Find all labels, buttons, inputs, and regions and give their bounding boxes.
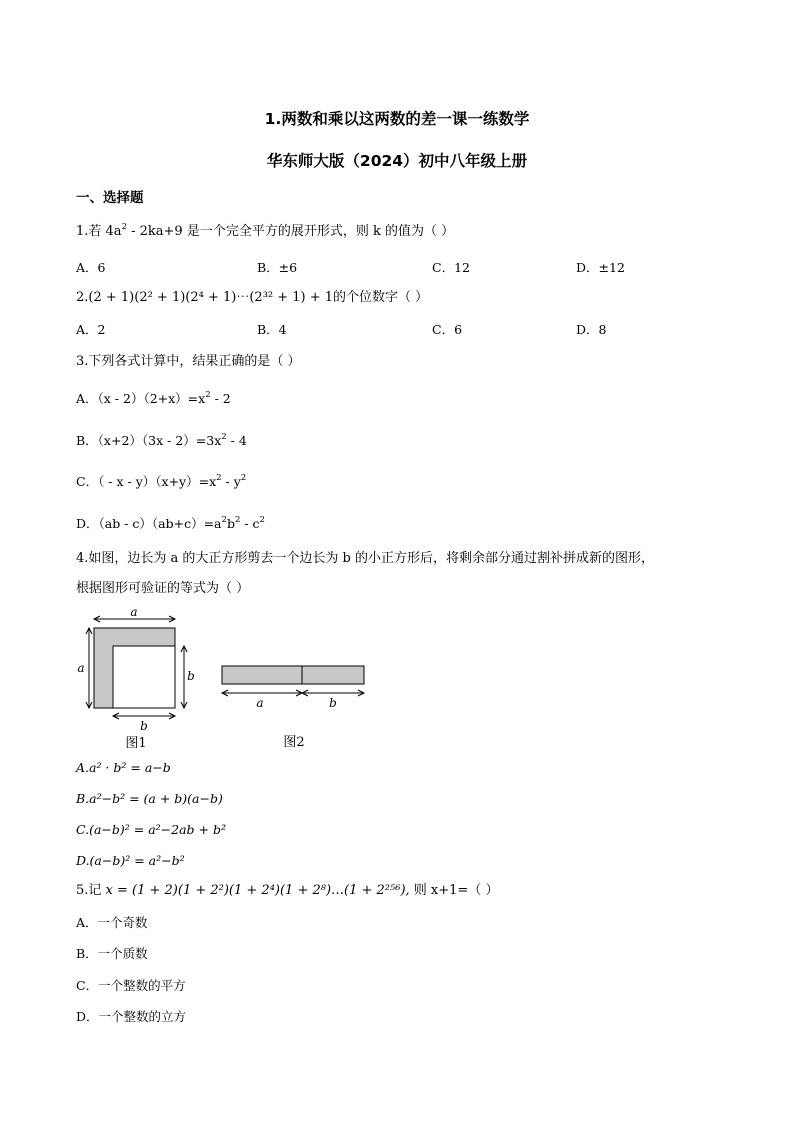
question-3-stem: 3.下列各式计算中，结果正确的是（ ）: [76, 354, 301, 369]
question-5-stem: [76, 882, 498, 900]
q3-option-a[interactable]: [76, 390, 231, 408]
q4-option-d[interactable]: [76, 852, 185, 870]
question-2-stem: 2.(2 + 1)(2² + 1)(2⁴ + 1)⋯(2³² + 1) + 1的个位数字（ ）: [76, 290, 429, 305]
label-b: b: [329, 696, 337, 710]
small-square: [113, 646, 175, 708]
q3c-part: - y: [221, 474, 241, 489]
q3c-exp: 2: [216, 473, 222, 483]
q3c-exp: 2: [240, 473, 247, 483]
q3a-part: A．（x - 2）（2+x）=x: [76, 391, 206, 406]
figure-1: [70, 600, 210, 752]
q1-option-a[interactable]: A．6: [76, 260, 106, 275]
figure-2: [215, 655, 375, 750]
q5-suffix: 则 x+1=（ ）: [409, 883, 499, 898]
q2-option-d[interactable]: D．8: [576, 322, 607, 337]
q2-option-a[interactable]: A．2: [76, 322, 106, 337]
q5-option-a[interactable]: A．一个奇数: [76, 915, 148, 930]
q3d-part: D．（ab - c）（ab+c）=a: [76, 516, 222, 531]
label-b-bottom: b: [140, 719, 148, 733]
q3-option-d[interactable]: [76, 515, 265, 533]
q4-option-b[interactable]: [76, 790, 223, 808]
q3c-part: C．（ - x - y）（x+y）=x: [76, 474, 217, 489]
question-4-stem-line1: 4.如图，边长为 a 的大正方形剪去一个边长为 b 的小正方形后，将剩余部分通过割补拼成新的图形，: [76, 551, 655, 566]
section-heading: 一、选择题: [76, 190, 144, 206]
label-a-left: a: [77, 661, 85, 675]
q5-option-b[interactable]: B．一个质数: [76, 946, 148, 961]
q5-prefix: 5.记: [76, 883, 106, 898]
q3a-exp: 2: [205, 390, 211, 400]
label-b-right: b: [187, 669, 195, 683]
q4-option-a[interactable]: [76, 759, 171, 777]
q4-option-c[interactable]: [76, 821, 226, 839]
q2-option-c[interactable]: C．6: [432, 322, 463, 337]
strip-b: [302, 666, 364, 684]
q3b-exp: 2: [221, 432, 227, 442]
figure-1-caption: 图1: [125, 736, 147, 751]
q3-option-c[interactable]: [76, 473, 246, 491]
q4-option-b-text: B.a²−b² = (a + b)(a−b): [76, 791, 223, 806]
q1-option-d[interactable]: D．±12: [576, 260, 625, 275]
q4-option-c-text: C.(a−b)² = a²−2ab + b²: [76, 822, 226, 837]
question-4-stem-line2: 根据图形可验证的等式为（ ）: [76, 581, 250, 596]
label-a: a: [256, 696, 264, 710]
q3b-part: B．（x+2）（3x - 2）=3x: [76, 433, 222, 448]
q4-option-a-text: A.a² · b² = a−b: [76, 760, 171, 775]
q3-option-b[interactable]: [76, 432, 247, 450]
q3d-exp: 2: [221, 515, 227, 525]
q1-suffix: - 2ka+9 是一个完全平方的展开形式，则 k 的值为（ ）: [126, 224, 455, 239]
q4-option-d-text: D.(a−b)² = a²−b²: [76, 853, 185, 868]
q1-option-b[interactable]: B．±6: [257, 260, 298, 275]
q1-prefix: 1.若 4a: [76, 224, 122, 239]
strip-a: [222, 666, 302, 684]
q3d-exp: 2: [259, 515, 265, 525]
q3d-part: b: [226, 516, 235, 531]
q1-exponent: 2: [121, 222, 127, 232]
q3d-part: - c: [240, 516, 260, 531]
question-1-stem: [76, 223, 454, 241]
q5-option-d[interactable]: D．一个整数的立方: [76, 1009, 187, 1024]
q5-option-c[interactable]: C．一个整数的平方: [76, 978, 186, 993]
q3a-part: - 2: [210, 391, 231, 406]
q3d-exp: 2: [234, 515, 241, 525]
figure-2-caption: 图2: [283, 735, 305, 750]
q1-option-c[interactable]: C．12: [432, 260, 470, 275]
page-subtitle: 华东师大版（2024）初中八年级上册: [266, 152, 528, 170]
q5-expression: x = (1 + 2)(1 + 2²)(1 + 2⁴)(1 + 2⁸)…(1 + 2²⁵⁶),: [105, 883, 410, 898]
q2-option-b[interactable]: B．4: [257, 322, 287, 337]
page-title: 1.两数和乘以这两数的差一课一练数学: [264, 110, 530, 128]
label-a-top: a: [130, 605, 138, 619]
q3b-part: - 4: [226, 433, 247, 448]
